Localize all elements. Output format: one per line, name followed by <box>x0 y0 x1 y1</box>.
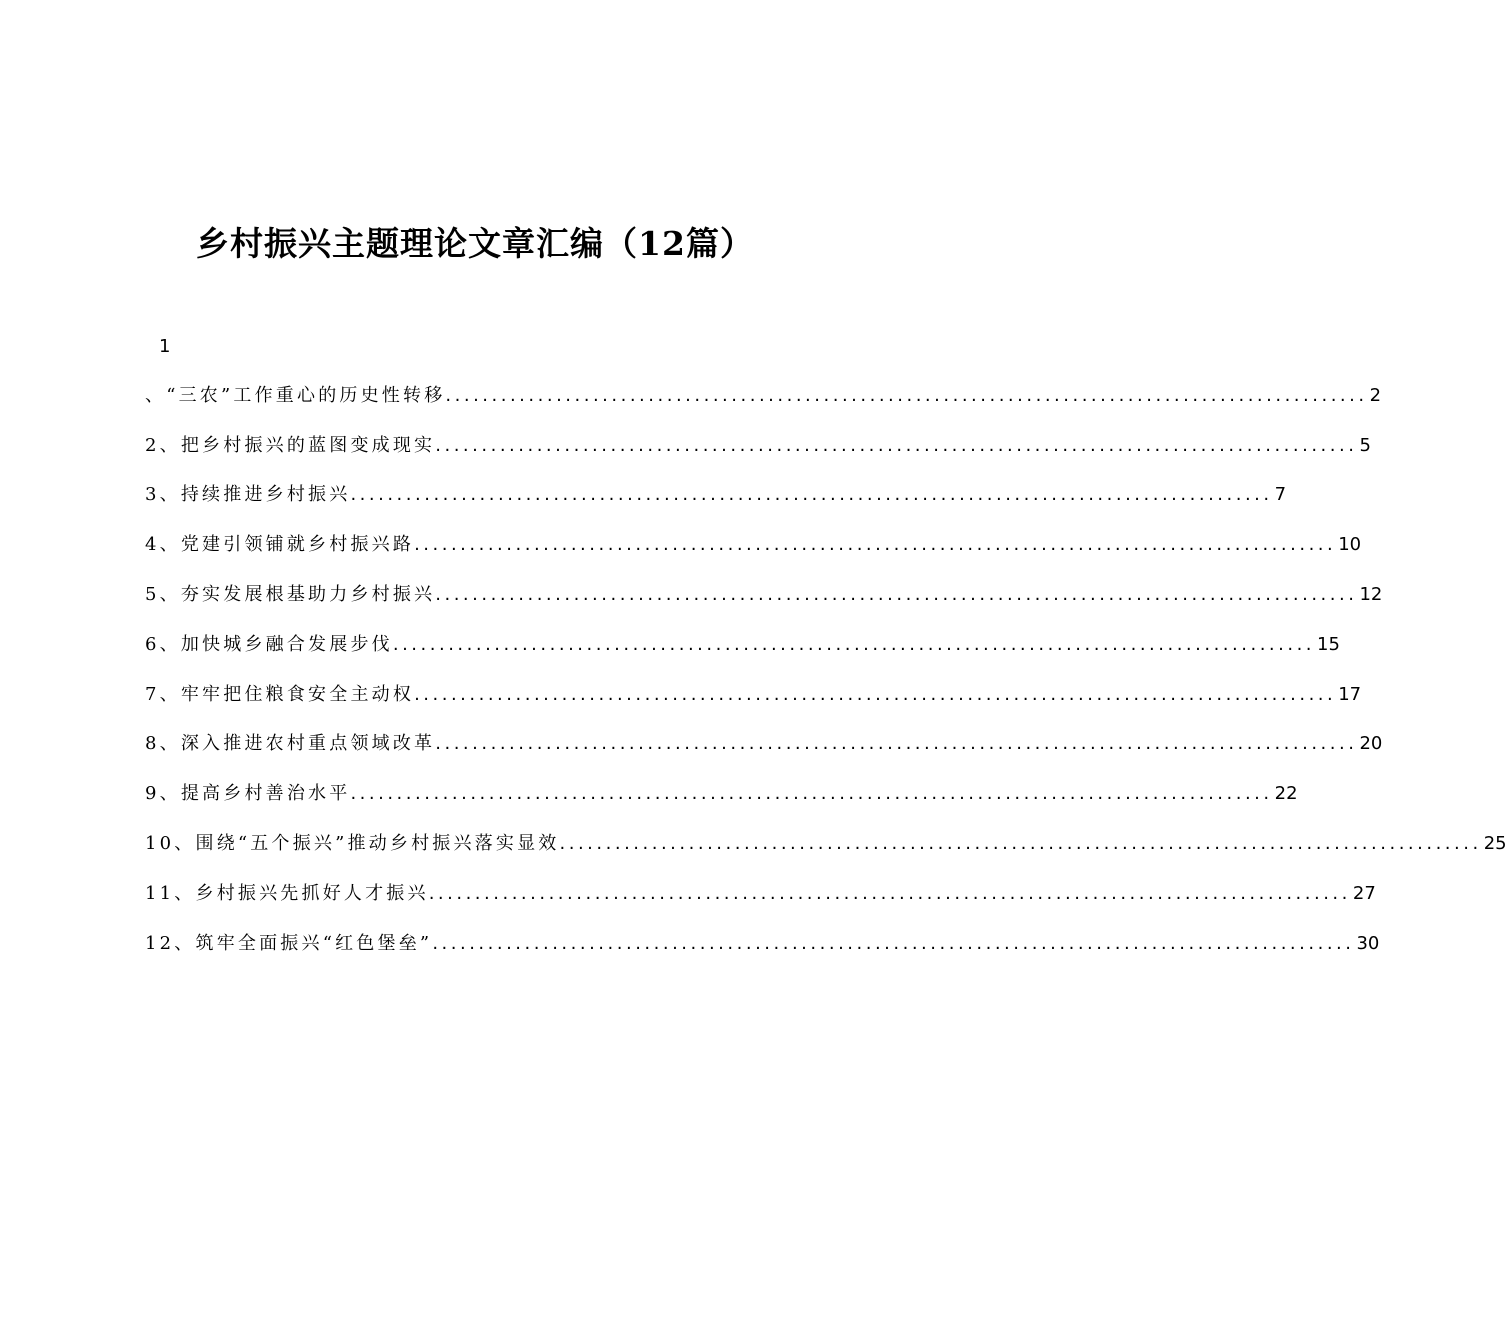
toc-entry-title: 5、夯实发展根基助力乡村振兴 <box>145 583 436 605</box>
toc-entry-page: 25 <box>1483 832 1507 854</box>
toc-entry[interactable] <box>145 659 1362 709</box>
toc-leader-dots: .................................................................................................... <box>414 683 1337 705</box>
toc-entry-title: 3、持续推进乡村振兴 <box>145 484 351 506</box>
toc-entry[interactable] <box>145 410 1371 460</box>
toc-entry[interactable] <box>145 758 1298 808</box>
table-of-contents <box>145 334 1507 958</box>
toc-leader-dots: .................................................................................................... <box>350 783 1273 805</box>
toc-leader-dots: .................................................................................................... <box>435 733 1358 755</box>
toc-leader-dots: .................................................................................................... <box>414 534 1337 556</box>
toc-entry[interactable] <box>145 808 1507 858</box>
toc-entry-page: 15 <box>1317 633 1340 655</box>
toc-entry-title: 11、乡村振兴先抓好人才振兴 <box>145 882 429 904</box>
toc-entry-title: 9、提高乡村善治水平 <box>145 783 351 805</box>
toc-entry[interactable] <box>145 509 1362 559</box>
toc-entry-title: 7、牢牢把住粮食安全主动权 <box>145 683 415 705</box>
document-title: 乡村振兴主题理论文章汇编（12篇） <box>196 224 754 263</box>
toc-entry[interactable] <box>145 709 1383 759</box>
toc-entry-title: 6、加快城乡融合发展步伐 <box>145 633 393 655</box>
toc-entry-page: 17 <box>1338 683 1362 705</box>
toc-entry[interactable] <box>145 908 1380 958</box>
toc-entry-page: 20 <box>1359 733 1383 755</box>
toc-leader-dots: .................................................................................................... <box>350 484 1273 506</box>
toc-entry-page: 2 <box>1369 384 1382 406</box>
toc-entry-title: 2、把乡村振兴的蓝图变成现实 <box>145 434 436 456</box>
toc-entry-title: 12、筑牢全面振兴“红色堡垒” <box>145 932 433 954</box>
toc-leader-dots: .................................................................................................... <box>435 583 1358 605</box>
toc-entry[interactable] <box>145 559 1383 609</box>
toc-entry-title: 4、党建引领铺就乡村振兴路 <box>145 534 415 556</box>
toc-leader-dots: .................................................................................................... <box>445 384 1368 406</box>
toc-leader-dots: .................................................................................................... <box>392 633 1316 655</box>
toc-first-number: 1 <box>159 336 171 357</box>
toc-entry-title: 8、深入推进农村重点领域改革 <box>145 733 436 755</box>
toc-entry-page: 7 <box>1274 484 1287 506</box>
toc-entry-title: 10、围绕“五个振兴”推动乡村振兴落实显效 <box>145 832 560 854</box>
toc-entry[interactable] <box>145 858 1376 908</box>
toc-entry-title: 、“三农”工作重心的历史性转移 <box>145 384 446 406</box>
toc-leader-dots: .................................................................................................... <box>559 832 1482 854</box>
toc-entry-page: 30 <box>1356 932 1380 954</box>
toc-entry-page: 5 <box>1359 434 1371 456</box>
toc-entry-page: 12 <box>1359 583 1383 605</box>
toc-leader-dots: .................................................................................................... <box>432 932 1355 954</box>
toc-entry[interactable] <box>145 360 1382 410</box>
toc-entry-page: 27 <box>1352 882 1376 904</box>
toc-entry-page: 10 <box>1338 534 1362 556</box>
toc-leader-dots: .................................................................................................... <box>435 434 1358 456</box>
toc-entry-page: 22 <box>1274 783 1298 805</box>
toc-leader-dots: .................................................................................................... <box>428 882 1351 904</box>
toc-entry[interactable] <box>145 460 1287 510</box>
toc-entry[interactable] <box>145 609 1340 659</box>
